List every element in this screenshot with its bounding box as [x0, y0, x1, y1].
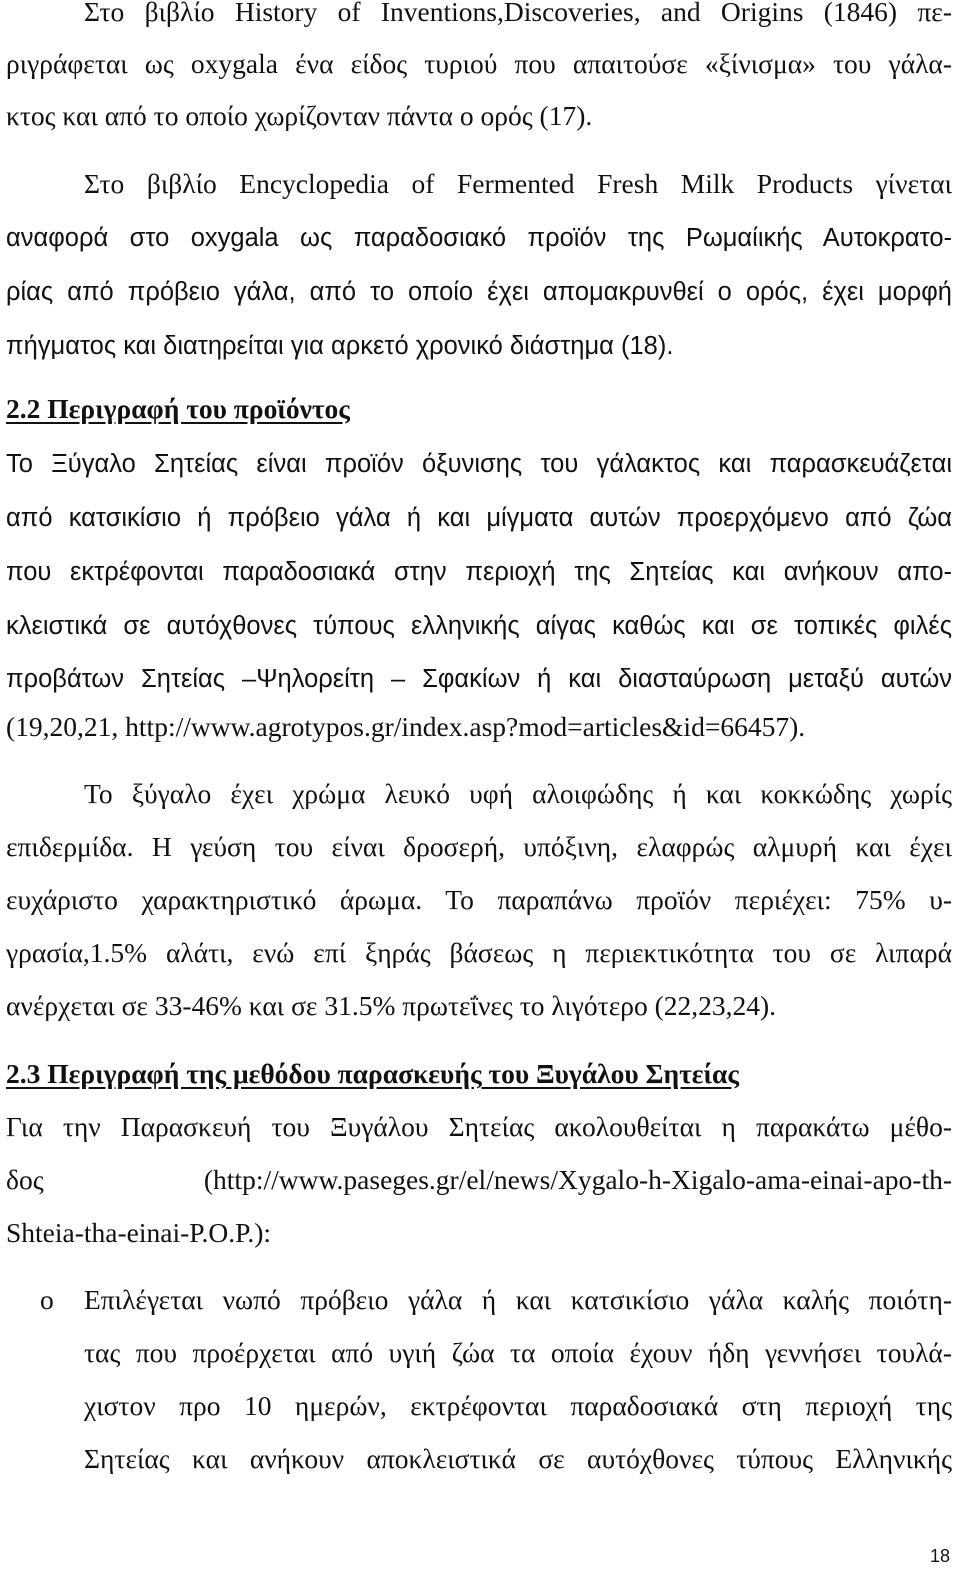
bullet-line-4: Σητείας και ανήκουν αποκλειστικά σε αυτόχθονες τύπους Ελληνικής: [84, 1443, 952, 1474]
paragraph-2-line-1: Στο βιβλίο Encyclopedia of Fermented Fresh Milk Products γίνεται: [84, 168, 952, 199]
section-2-3-intro-line-2: δος (http://www.paseges.gr/el/news/Xygalo-h-Xigalo-ama-einai-apo-th-: [6, 1164, 952, 1195]
bullet-marker: o: [40, 1284, 54, 1315]
section-2-2-para-b-line-3: ευχάριστο χαρακτηριστικό άρωμα. Το παραπάνω προϊόν περιέχει: 75% υ-: [6, 884, 952, 915]
section-2-3-intro-line-3: Shteia-tha-einai-P.O.P.):: [6, 1217, 272, 1248]
section-2-3-heading: 2.3 Περιγραφή της μεθόδου παρασκευής του Ξυγάλου Σητείας: [6, 1058, 740, 1089]
paragraph-2-line-2: αναφορά στο oxygala ως παραδοσιακό προϊόν της Ρωμαίικής Αυτοκρατο-: [6, 224, 952, 252]
section-2-3-intro-line-1: Για την Παρασκευή του Ξυγάλου Σητείας ακολουθείται η παρακάτω μέθο-: [6, 1111, 952, 1142]
section-2-2-para-a-line-6: (19,20,21, http://www.agrotypos.gr/index.asp?mod=articles&id=66457).: [6, 711, 806, 742]
paragraph-1-line-3: κτος και από το οποίο χωρίζονταν πάντα ο ορός (17).: [6, 100, 593, 131]
section-2-2-para-b-line-4: γρασία,1.5% αλάτι, ενώ επί ξηράς βάσεως η περιεκτικότητα του σε λιπαρά: [6, 937, 952, 968]
bullet-line-2: τας που προέρχεται από υγιή ζώα τα οποία έχουν ήδη γεννήσει τουλά-: [84, 1337, 952, 1368]
section-2-2-para-b-line-2: επιδερμίδα. Η γεύση του είναι δροσερή, υπόξινη, ελαφρώς αλμυρή και έχει: [6, 831, 952, 862]
section-2-2-para-b-line-1: Το ξύγαλο έχει χρώμα λευκό υφή αλοιφώδης ή και κοκκώδης χωρίς: [84, 778, 952, 809]
section-2-2-para-a-line-5: προβάτων Σητείας –Ψηλορείτη – Σφακίων ή και διασταύρωση μεταξύ αυτών: [6, 665, 952, 693]
section-2-2-para-a-line-2: από κατσικίσιο ή πρόβειο γάλα ή και μίγματα αυτών προερχόμενο από ζώα: [6, 504, 952, 532]
section-2-2-para-b-line-5: ανέρχεται σε 33-46% και σε 31.5% πρωτεΐνες το λιγότερο (22,23,24).: [6, 990, 777, 1021]
section-2-2-heading: 2.2 Περιγραφή του προϊόντος: [6, 393, 350, 424]
section-2-2-para-a-line-1: Το Ξύγαλο Σητείας είναι προϊόν όξυνισης του γάλακτος και παρασκευάζεται: [6, 450, 952, 478]
paragraph-2-line-3: ρίας από πρόβειο γάλα, από το οποίο έχει απομακρυνθεί ο ορός, έχει μορφή: [6, 278, 952, 306]
paragraph-2-line-4: πήγματος και διατηρείται για αρκετό χρονικό διάστημα (18).: [6, 332, 674, 360]
section-2-2-para-a-line-3: που εκτρέφονται παραδοσιακά στην περιοχή της Σητείας και ανήκουν απο-: [6, 558, 952, 586]
paragraph-1-line-2: ριγράφεται ως oxygala ένα είδος τυριού που απαιτούσε «ξίνισμα» του γάλα-: [6, 48, 952, 79]
page-number: 18: [929, 1546, 950, 1566]
bullet-line-3: χιστον προ 10 ημερών, εκτρέφονται παραδοσιακά στη περιοχή της: [84, 1390, 952, 1421]
bullet-line-1: Επιλέγεται νωπό πρόβειο γάλα ή και κατσικίσιο γάλα καλής ποιότη-: [84, 1284, 952, 1315]
paragraph-1-line-1: Στο βιβλίο History of Inventions,Discoveries, and Origins (1846) πε-: [84, 0, 952, 27]
section-2-2-para-a-line-4: κλειστικά σε αυτόχθονες τύπους ελληνικής αίγας καθώς και σε τοπικές φιλές: [6, 612, 952, 640]
